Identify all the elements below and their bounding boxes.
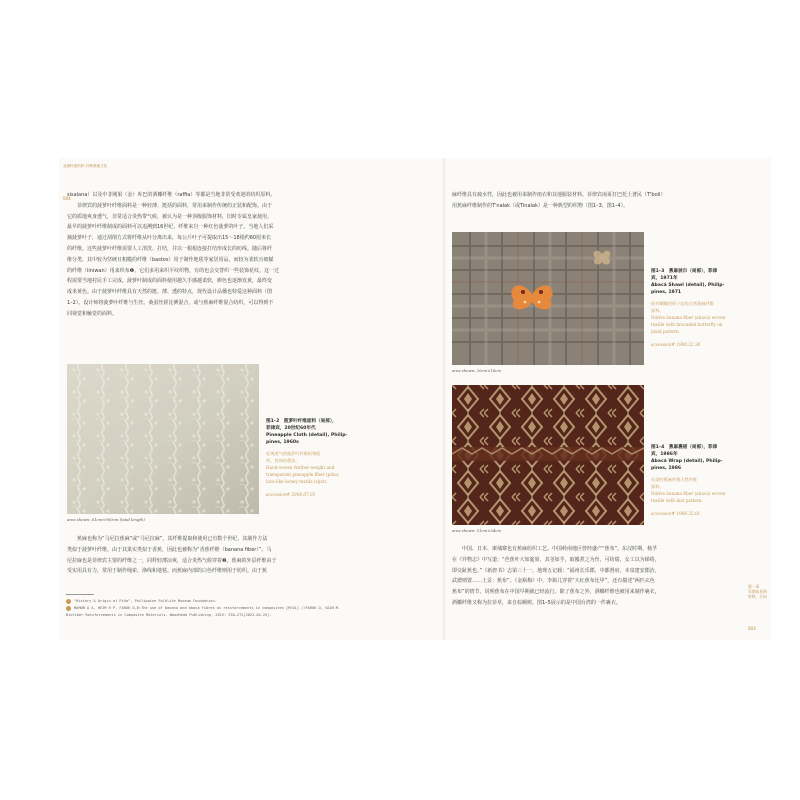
- figure-1-4-caption: [651, 444, 751, 517]
- left-page-number: 004: [63, 196, 71, 201]
- figure-1-2-title: 图1–2 菠萝叶纤维面料（局部）， 菲律宾，20世纪60年代 Pineapple Cloth (detail), Philip- pines, 1960s: [266, 419, 348, 445]
- figure-1-3-image: [452, 232, 644, 365]
- figure-1-3-title: 图1–3 蕉麻披巾（局部），菲律 宾，1971年 Abacá Shawl (detail), Philip- pines, 1971: [651, 269, 725, 295]
- figure-1-3-en-description: Native banana fiber (abacá) woven textile with brocaded butterfly on plaid pattern.: [651, 315, 726, 334]
- abaca-wrap-ikat-illustration: [452, 385, 644, 525]
- figure-1-2-cn-description: 轻薄透气的菠萝叶纤维织物面 料，装饰的蕾丝。: [266, 451, 321, 463]
- footnote-2: MAMUN A A, HEIM H P, FAROK O,B:The use of banana and abaca fibres as reinforcements in composites [M/OL] //FARUK O, SAIN M. Biofiber Reinforcements in Composite Materials. Woodhead Publishing, 2015: 236–272[2022-04-25].: [66, 606, 341, 617]
- right-body-paragraph-bottom: 中国、日本、柬埔寨也有蕉麻纺织工艺。中国岭南地区曾经盛产“蕉布”。东汉时期，杨孚 在《异物志》中写道：“芭蕉叶大如筵席，其茎如芋，取镬煮之为丝，可纺绩，女工以为绨绤， 即交趾蕉也。”《新唐书》志第三十一，地理五记载：“福州长乐郡，中都督府。本泉建安郡治， 武德则置……土贡：蕉布”。《金瓶梅》中，李瓶儿穿着“大红蕉布比甲”，还有描述“两匹玄色 蕉布”的情节，说明蕉布在中国早期就已经流行。除了蕉布之外，酒椰纤维也被用来制作裹衣， 酒椰纤维又称为拉菲草，来自棕榈树。图1–5展示的是中国台湾的一件裹衣。: [452, 546, 660, 606]
- footnote-1: "History & Origin of Piña", Philippine Folklife Museum Foundation.: [66, 598, 438, 605]
- figure-1-3-cn-description: 织有蝴蝶图样子纹的天然蕉麻纤维 面料。: [651, 301, 714, 313]
- left-body-paragraph-1: sisalana）以及中非刚果（金）库巴的酒椰纤维（raffia）等都是当地非常受欢迎的纺织原料。 菲律宾的菠萝叶纤维面料是一种轻薄、挺括的面料，常用来制作传统的正装和配饰。由于 它的质地爽身透气，非常适合炎热带气候，被认为是一种顶级服饰材料，旧时专属皇家使用。 最早的菠萝叶纤维制成的面料可以追溯到16世纪，纤维来自一种红色菠萝的叶子。当地人们采 摘菠萝叶子，通过刮削方式将纤维从叶分离出来，每公斤叶子可提取出15～18根约60厘米长 的纤维。这些菠萝叶纤维需要人工清洗、打结，并以一根根连接打结形成长的纺线。随后将纤 维分类，其中较为坚硬且粗糙的纤维（bastos）用于制作地毯等家居用品，而较为柔软且细腻 的纤维（liniwan）用来织布❶。它们多用来织平纹织物，有的也会交替织一些装饰花纹。这一过 程需要当地村民手工完成。菠萝叶制成的面料使用越久手感越柔软，颜色也逐渐发黄，最终变 成米黄色。由于菠萝叶纤维具有天然的挺、薄、透的特点，现代设计品播也特爱这种面料（图 1–2）。设计师将菠萝叶纤维与生丝、桑蚕丝搓比例混合，或与蕉麻纤维混合纺织，可以得到不 同视觉和触觉的面料。: [67, 192, 280, 317]
- figure-1-4-accession: accession# 1986.32.01: [651, 511, 701, 516]
- figure-1-2-area-shown: area shown: 61cm×900cm (total length): [67, 517, 145, 522]
- running-title: 亚洲民族的织 纤维源流文化: [63, 164, 108, 168]
- figure-1-4-title: 图1–4 蕉麻裹裙（局部），菲律 宾，1986年 Abacá Wrap (detail), Philip- pines, 1986: [651, 445, 723, 471]
- figure-1-3-area-shown: area shown: 20cm×16cm: [452, 368, 501, 373]
- footnote-rule: [66, 594, 94, 595]
- footnotes: [66, 598, 438, 619]
- figure-1-4-en-description: Native banana fiber (abacá) woven textile with ikat pattern.: [651, 491, 726, 503]
- left-body-paragraph-2: 蕉麻也称为“马尼拉蕉麻”或“马尼拉麻”，其纤维提取和使用已有数个世纪，其制作方法 类似于菠萝叶纤维。由于其果实类似于香蕉，因此也被称为“香蕉纤维（banana fiber）”。马 尼拉麻也是菲律宾主要的纤维之一，同样轻薄凉爽，适合炎热气候穿着❷。蕉麻的外层纤维由于 受实用具有力，常用于制作绳索、渔线和地毯。而蕉麻内部的白色纤维则用于纺织。由于蕉: [67, 536, 277, 575]
- figure-1-4-cn-description: 扎染的蕉麻纤维天然纤维 面料。: [651, 477, 698, 489]
- pineapple-cloth-illustration: [67, 364, 259, 514]
- figure-1-3-caption: [651, 268, 751, 348]
- right-page-number: 003: [748, 626, 756, 631]
- right-body-paragraph-top: 麻纤维具有疏水性，因此也被用来制作雨衣和其他服装材料。菲律宾南哥打巴托土著民（T'boli） 用蕉麻纤维制作的T'nalak（或Tinalak）是一种典型的织物（图1–3、图1–4）。: [452, 192, 666, 209]
- right-running-title: 第一章 早期东亚的 材料、方向: [748, 584, 767, 600]
- figure-1-2-image: [67, 364, 259, 514]
- footnote-marker-icon: [66, 606, 71, 611]
- figure-1-4-area-shown: area shown: 51cm×34cm: [452, 528, 501, 533]
- figure-1-2-en-description: Hand-woven feather-weight and transparent pineapple fiber (piña), lace-like honey textile (sipit).: [266, 465, 340, 484]
- figure-1-2-accession: accession# 2008.07.03: [266, 492, 316, 497]
- footnote-marker-icon: [66, 599, 71, 604]
- figure-1-3-accession: accession# 1980.22.38: [651, 342, 701, 347]
- figure-1-4-image: [452, 385, 644, 525]
- figure-1-2-caption: [266, 418, 366, 498]
- book-gutter: [443, 158, 445, 640]
- abaca-shawl-illustration: [452, 232, 644, 365]
